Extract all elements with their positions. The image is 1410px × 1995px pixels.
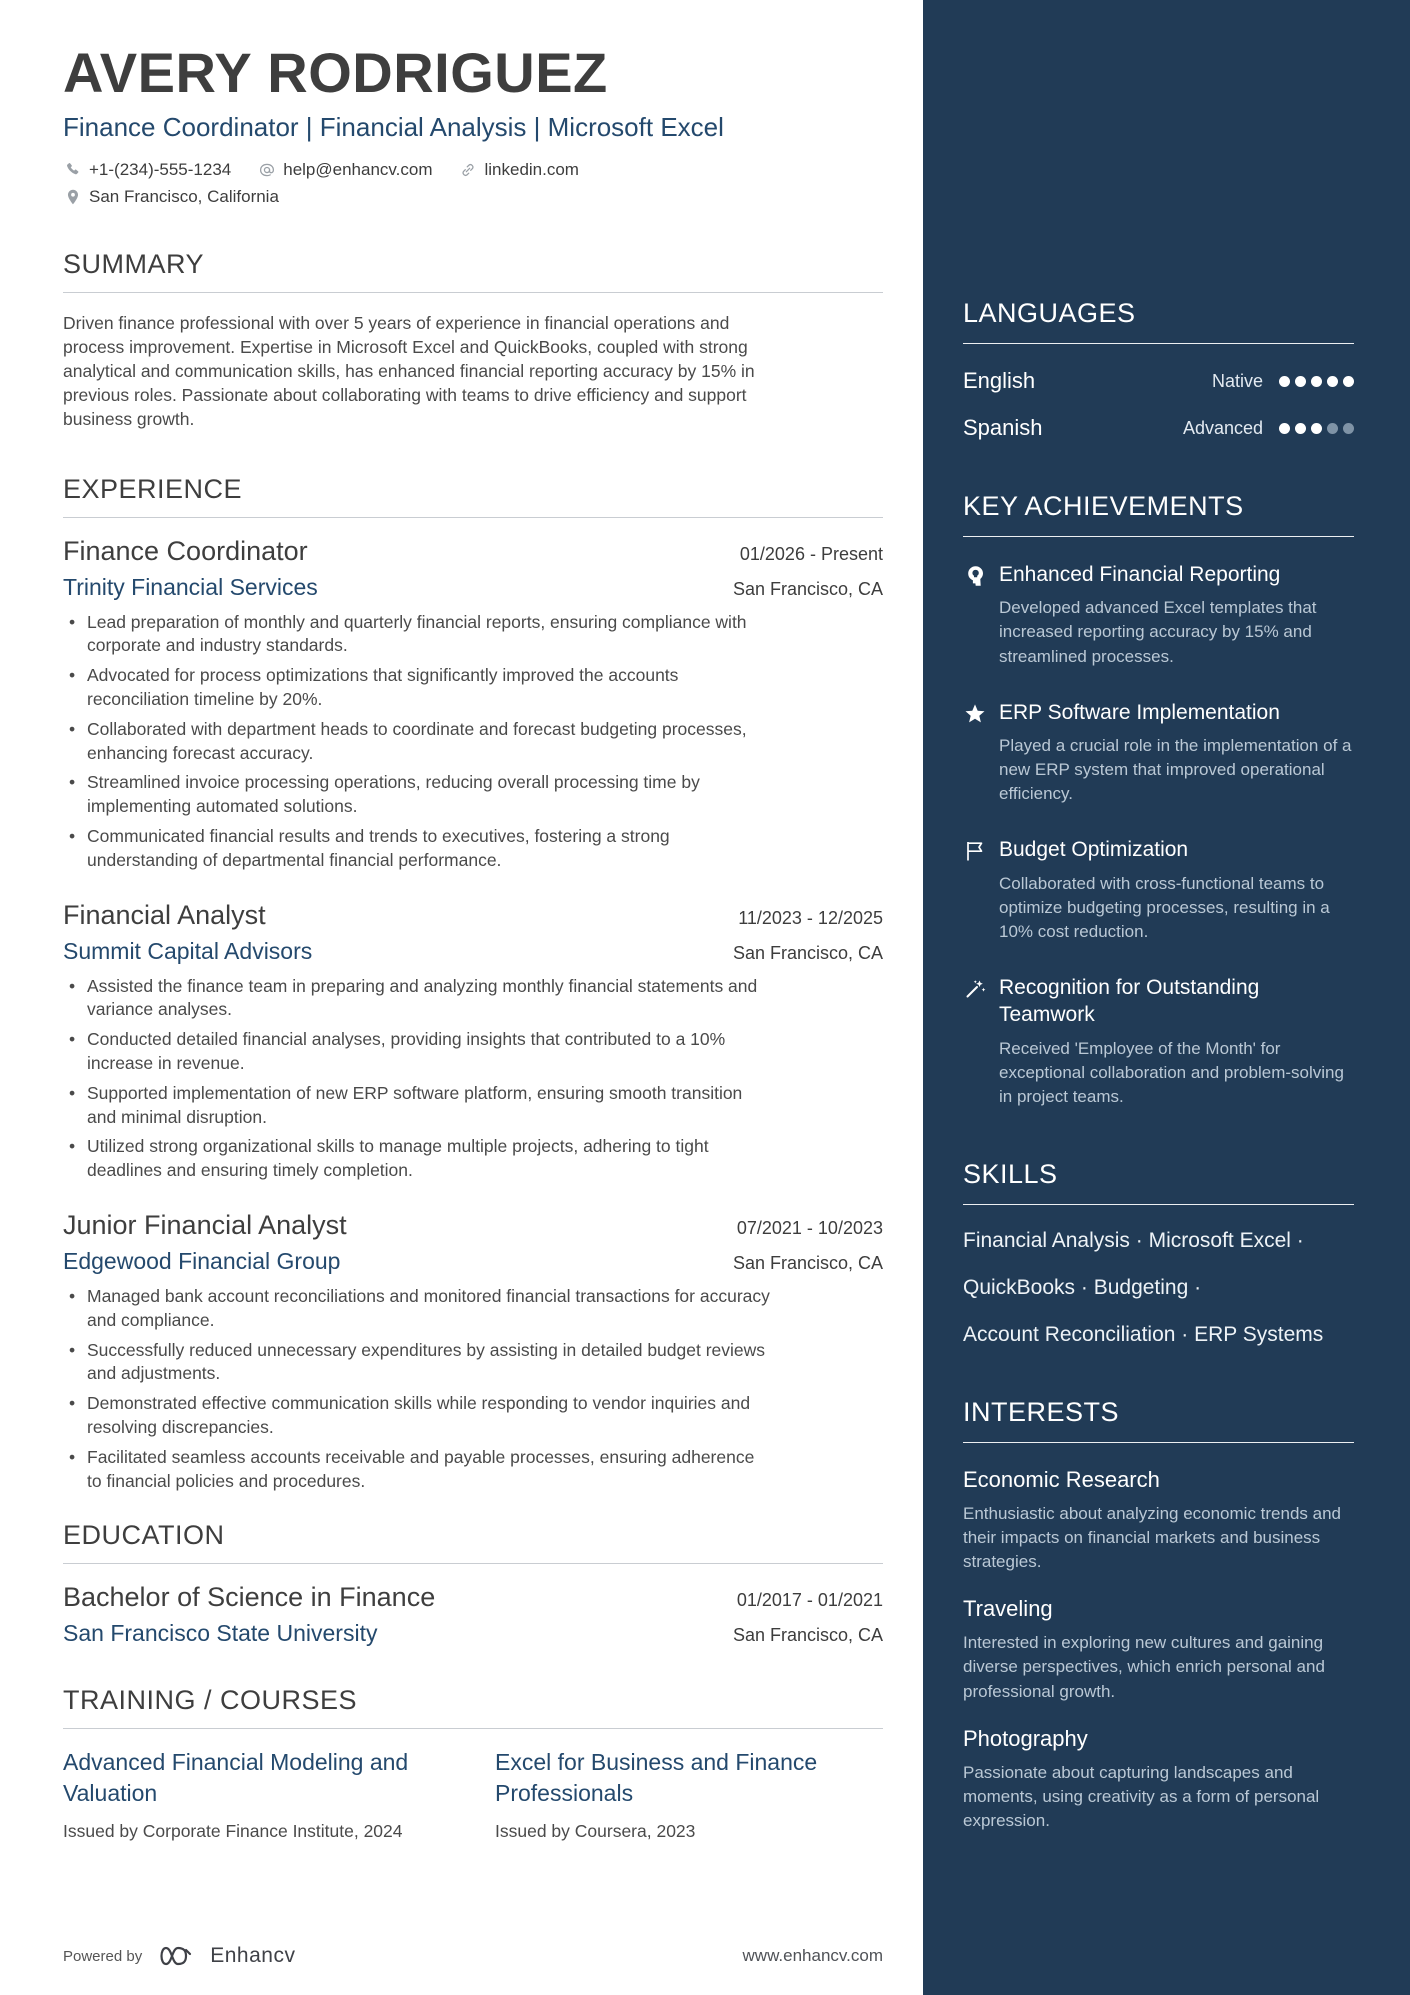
brand-name: Enhancv xyxy=(210,1944,296,1967)
contact-phone[interactable] xyxy=(63,160,231,180)
achievement-description: Played a crucial role in the implementation of a new ERP system that improved operational efficiency. xyxy=(999,735,1352,804)
interest-title: Traveling xyxy=(963,1596,1053,1622)
job-bullet: • Utilized strong organizational skills to manage multiple projects, adhering to tight deadlines and ensuring timely completion. xyxy=(63,1135,773,1183)
contact-list xyxy=(63,160,703,207)
proficiency-dot-filled xyxy=(1327,376,1338,387)
interest-title: Photography xyxy=(963,1725,1088,1751)
education-section xyxy=(63,1520,883,1647)
proficiency-dot-filled xyxy=(1295,376,1306,387)
language-level: Native xyxy=(1211,370,1263,391)
proficiency-dot-filled xyxy=(1279,423,1290,434)
language-name: Spanish xyxy=(963,415,1043,440)
achievement-title: Enhanced Financial Reporting xyxy=(999,563,1281,586)
job-list xyxy=(63,536,883,1494)
skill-line: QuickBooks · Budgeting · xyxy=(963,1275,1202,1299)
achievements-list xyxy=(963,561,1354,1109)
job-bullet-list xyxy=(63,975,773,1183)
job-bullet: • Managed bank account reconciliations and monitored financial transactions for accuracy and compliance. xyxy=(63,1285,773,1333)
job-bullet: • Collaborated with department heads to coordinate and forecast budgeting processes, enhancing forecast accuracy. xyxy=(63,718,773,766)
course-list xyxy=(63,1747,883,1844)
enhancv-logo-icon xyxy=(156,1943,196,1969)
interest-description: Enthusiastic about analyzing economic trends and their impacts on financial markets and business strategies. xyxy=(963,1503,1342,1572)
at-icon xyxy=(257,160,276,179)
job-title: Junior Financial Analyst xyxy=(63,1209,347,1240)
summary-text: Driven finance professional with over 5 years of experience in financial operations and process improvement. Expertise in Microsoft Excel and QuickBooks, coupled with strong analytical and communication skills, has enhanced financial reporting accuracy by 15% in previous roles. Passionate about collaborating with teams to drive efficiency and support business growth. xyxy=(63,312,755,430)
education-heading: EDUCATION xyxy=(63,1520,883,1564)
job-bullet: • Demonstrated effective communication skills while responding to vendor inquiries and resolving discrepancies. xyxy=(63,1392,773,1440)
language-row xyxy=(963,368,1354,394)
flag-icon xyxy=(963,839,987,863)
job-dates: 07/2021 - 10/2023 xyxy=(736,1217,883,1238)
skill-line: Account Reconciliation · ERP Systems xyxy=(963,1322,1324,1346)
interest-title: Economic Research xyxy=(963,1466,1160,1492)
company-name: Trinity Financial Services xyxy=(63,573,318,600)
course-issuer: Issued by Coursera, 2023 xyxy=(495,1821,696,1842)
interests-heading: INTERESTS xyxy=(963,1397,1354,1443)
education-dates: 01/2017 - 01/2021 xyxy=(736,1590,883,1611)
language-level: Advanced xyxy=(1182,417,1263,438)
interest-item xyxy=(963,1596,1354,1703)
education-location: San Francisco, CA xyxy=(732,1625,883,1646)
course-title: Excel for Business and Finance Professionals xyxy=(495,1749,818,1806)
star-icon xyxy=(963,702,987,726)
experience-heading: EXPERIENCE xyxy=(63,474,883,518)
skills-heading: SKILLS xyxy=(963,1159,1354,1205)
main-column xyxy=(63,0,883,1844)
language-proficiency-dots xyxy=(1279,423,1354,434)
proficiency-dot-filled xyxy=(1279,376,1290,387)
job-bullet: • Lead preparation of monthly and quarterly financial reports, ensuring compliance with corporate and industry standards. xyxy=(63,611,773,659)
job-bullet: • Advocated for process optimizations that significantly improved the accounts reconciliation timeline by 20%. xyxy=(63,664,773,712)
achievement-title: Budget Optimization xyxy=(999,838,1189,862)
job-bullet: • Supported implementation of new ERP software platform, ensuring smooth transition and minimal disruption. xyxy=(63,1082,773,1130)
achievement-description: Received 'Employee of the Month' for exceptional collaboration and problem-solving in project teams. xyxy=(999,1038,1344,1106)
key-achievements-heading: KEY ACHIEVEMENTS xyxy=(963,491,1354,537)
sidebar xyxy=(923,0,1410,1995)
job-bullet: • Streamlined invoice processing operations, reducing overall processing time by implementing automated solutions. xyxy=(63,771,773,819)
achievement-title: Recognition for Outstanding Teamwork xyxy=(999,976,1260,1027)
education-entry xyxy=(63,1582,883,1647)
language-proficiency-dots xyxy=(1279,376,1354,387)
job-bullet: • Communicated financial results and trends to executives, fostering a strong understanding of departmental financial performance. xyxy=(63,825,773,873)
contact-text: San Francisco, California xyxy=(89,186,279,206)
interest-item xyxy=(963,1726,1354,1833)
job-entry xyxy=(63,536,883,873)
proficiency-dot-filled xyxy=(1311,376,1322,387)
job-bullet: • Successfully reduced unnecessary expenditures by assisting in detailed budget reviews and adjustments. xyxy=(63,1339,773,1387)
achievement-item xyxy=(963,974,1354,1109)
achievement-description: Collaborated with cross-functional teams to optimize budgeting processes, resulting in a 10% cost reduction. xyxy=(999,873,1330,941)
experience-section xyxy=(63,474,883,1494)
language-row xyxy=(963,415,1354,441)
contact-text: help@enhancv.com xyxy=(283,159,433,179)
achievement-title: ERP Software Implementation xyxy=(999,700,1280,724)
contact-text: +1-(234)-555-1234 xyxy=(89,159,232,179)
link-icon xyxy=(458,160,477,179)
interest-item xyxy=(963,1467,1354,1574)
footer xyxy=(63,1943,883,1969)
job-dates: 01/2026 - Present xyxy=(739,543,883,564)
achievement-item xyxy=(963,836,1354,944)
job-bullet-list xyxy=(63,1285,773,1493)
summary-section xyxy=(63,249,883,432)
school-name: San Francisco State University xyxy=(63,1620,378,1647)
summary-heading: SUMMARY xyxy=(63,249,883,293)
wand-icon xyxy=(963,977,987,1001)
job-bullet: • Conducted detailed financial analyses, providing insights that contributed to a 10% increase in revenue. xyxy=(63,1028,773,1076)
job-title: Finance Coordinator xyxy=(63,535,308,566)
key-achievements-section xyxy=(963,491,1354,1109)
contact-text: linkedin.com xyxy=(484,159,579,179)
skill-line: Financial Analysis · Microsoft Excel · xyxy=(963,1228,1304,1252)
powered-by-label: Powered by xyxy=(63,1947,143,1965)
course-entry xyxy=(63,1747,451,1844)
job-dates: 11/2023 - 12/2025 xyxy=(738,907,883,928)
achievement-description: Developed advanced Excel templates that increased reporting accuracy by 15% and streamlined processes. xyxy=(999,598,1317,666)
company-name: Summit Capital Advisors xyxy=(63,937,313,964)
footer-brand-group xyxy=(63,1943,295,1969)
contact-link[interactable] xyxy=(458,160,579,180)
phone-icon xyxy=(63,160,82,179)
course-issuer: Issued by Corporate Finance Institute, 2024 xyxy=(63,1821,403,1842)
job-location: San Francisco, CA xyxy=(732,942,883,963)
interests-list xyxy=(963,1467,1354,1833)
training-section xyxy=(63,1685,883,1844)
job-entry xyxy=(63,900,883,1183)
interest-description: Interested in exploring new cultures and gaining diverse perspectives, which enrich personal and professional growth. xyxy=(963,1633,1325,1701)
interest-description: Passionate about capturing landscapes and moments, using creativity as a form of personal expression. xyxy=(963,1762,1320,1830)
job-title: Financial Analyst xyxy=(63,899,266,930)
proficiency-dot-empty xyxy=(1343,423,1354,434)
language-name: English xyxy=(963,368,1036,393)
company-name: Edgewood Financial Group xyxy=(63,1247,341,1274)
languages-section xyxy=(963,298,1354,441)
proficiency-dot-filled xyxy=(1343,376,1354,387)
job-bullet: • Facilitated seamless accounts receivable and payable processes, ensuring adherence to financial policies and procedures. xyxy=(63,1446,773,1494)
course-entry xyxy=(495,1747,883,1844)
training-heading: TRAINING / COURSES xyxy=(63,1685,883,1729)
proficiency-dot-filled xyxy=(1311,423,1322,434)
proficiency-dot-filled xyxy=(1295,423,1306,434)
job-bullet: • Assisted the finance team in preparing and analyzing monthly financial statements and variance analyses. xyxy=(63,975,773,1023)
job-bullet-list xyxy=(63,611,773,873)
candidate-name: AVERY RODRIGUEZ xyxy=(63,41,608,104)
contact-location[interactable] xyxy=(63,187,279,207)
languages-list xyxy=(963,368,1354,441)
achievement-item xyxy=(963,699,1354,807)
contact-at[interactable] xyxy=(257,160,432,180)
degree-title: Bachelor of Science in Finance xyxy=(63,1582,436,1613)
job-entry xyxy=(63,1210,883,1493)
skills-list xyxy=(963,1229,1354,1347)
site-url[interactable]: www.enhancv.com xyxy=(742,1946,883,1965)
languages-heading: LANGUAGES xyxy=(963,298,1354,344)
skills-section xyxy=(963,1159,1354,1347)
idea-head-icon xyxy=(963,564,987,588)
proficiency-dot-empty xyxy=(1327,423,1338,434)
location-icon xyxy=(63,187,82,206)
achievement-item xyxy=(963,561,1354,669)
candidate-title: Finance Coordinator | Financial Analysis | Microsoft Excel xyxy=(63,111,724,142)
job-location: San Francisco, CA xyxy=(732,1252,883,1273)
course-title: Advanced Financial Modeling and Valuation xyxy=(63,1749,409,1806)
interests-section xyxy=(963,1397,1354,1833)
job-location: San Francisco, CA xyxy=(732,578,883,599)
